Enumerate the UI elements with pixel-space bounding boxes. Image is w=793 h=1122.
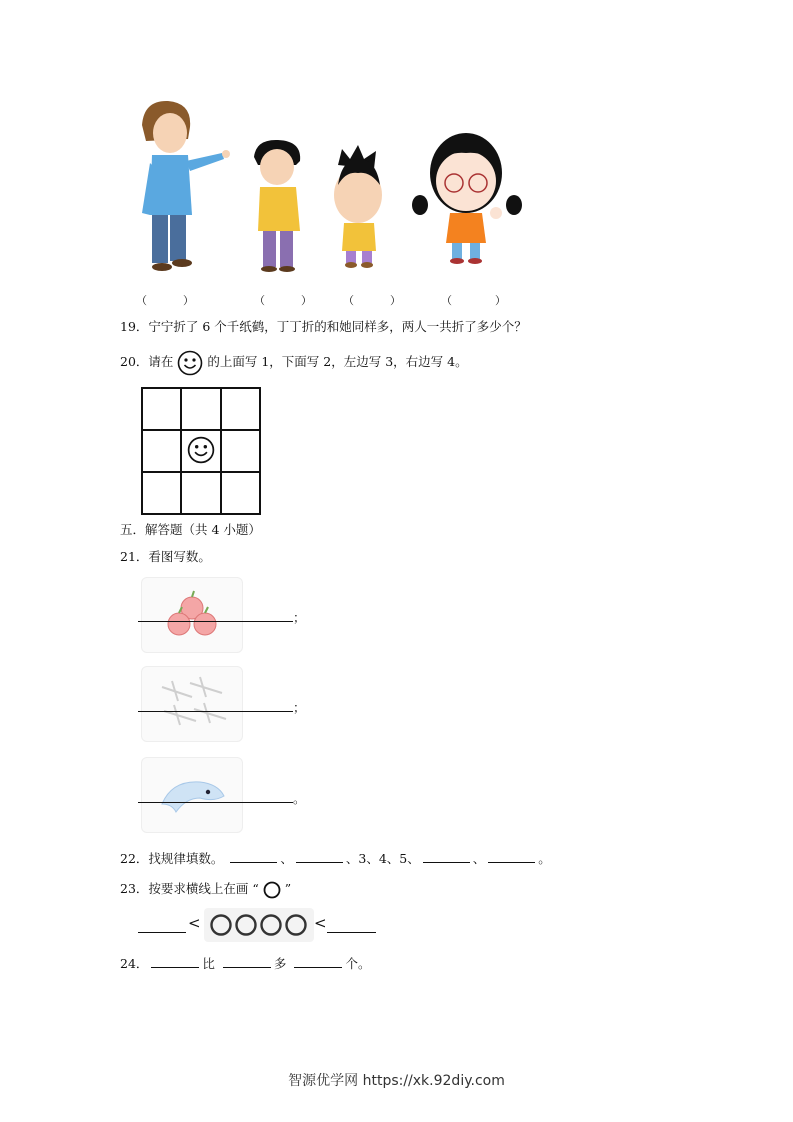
q24-blank-3[interactable] — [294, 955, 342, 968]
paren-close-2: ） — [301, 294, 312, 307]
punct-apples: ； — [293, 610, 306, 625]
dolphin-icon — [142, 758, 242, 832]
paren-close-3: ） — [390, 294, 401, 307]
footer-watermark: 智源优学网 https://xk.92diy.com — [288, 1073, 505, 1089]
question-20 — [120, 352, 468, 370]
question-21: 21．看图写数。 — [120, 549, 211, 564]
position-grid — [141, 387, 261, 515]
q22-middle: 、3、4、5、 — [345, 851, 420, 866]
question-19: 19．宁宁折了 6 个千纸鹤，丁丁折的和她同样多，两人一共折了多少个？ — [120, 319, 527, 334]
grid-cell-right[interactable] — [221, 430, 260, 472]
q23-less-than-1: < — [188, 914, 201, 932]
q22-end: 。 — [538, 851, 551, 866]
planes-picture — [141, 666, 243, 742]
grid-cell-top[interactable] — [181, 388, 222, 430]
boy-yellow-figure — [254, 140, 300, 272]
grid-cell-top-right[interactable] — [221, 388, 260, 430]
q22-blank-2[interactable] — [296, 850, 343, 863]
punct-planes: ； — [293, 700, 306, 715]
question-23 — [120, 879, 291, 897]
figures-illustration — [130, 95, 530, 290]
teacher-figure — [142, 101, 230, 271]
grid-cell-bottom[interactable] — [181, 472, 222, 514]
paren-open-3: （ — [343, 294, 354, 307]
q23-suffix: ” — [284, 881, 292, 896]
smiley-icon — [177, 350, 203, 376]
paren-close-1: ） — [183, 294, 194, 307]
q20-suffix: 的上面写 1，下面写 2，左边写 3，右边写 4。 — [207, 354, 468, 369]
plane-icon — [142, 667, 242, 741]
q22-blank-1[interactable] — [230, 850, 277, 863]
q22-sep-2: 、 — [472, 851, 486, 866]
grid-cell-bottom-right[interactable] — [221, 472, 260, 514]
question-22 — [120, 849, 551, 867]
paren-open-4: （ — [441, 294, 452, 307]
grid-cell-center — [181, 430, 222, 472]
q24-blank-2[interactable] — [223, 955, 271, 968]
q20-prefix: 20．请在 — [120, 354, 174, 369]
smiley-icon — [187, 436, 215, 464]
apple-icon — [142, 578, 242, 652]
circle-icon — [263, 881, 281, 899]
q24-number: 24． — [120, 956, 149, 971]
paren-open-1: （ — [136, 294, 147, 307]
q22-sep-1: 、 — [280, 851, 293, 866]
q24-blank-1[interactable] — [151, 955, 199, 968]
punct-dolphin: 。 — [293, 791, 306, 806]
grid-cell-bottom-left[interactable] — [142, 472, 181, 514]
question-24 — [120, 954, 370, 972]
q24-word-2: 多 — [273, 956, 287, 971]
answer-line-planes[interactable] — [138, 711, 293, 712]
girl-glasses-figure — [412, 133, 522, 264]
q22-prefix: 22．找规律填数。 — [120, 851, 224, 866]
small-boy-figure — [334, 145, 382, 268]
answer-line-apples[interactable] — [138, 621, 293, 622]
q23-blank-right[interactable] — [327, 932, 376, 933]
section-5-heading: 五．解答题（共 4 小题） — [120, 522, 261, 537]
q23-blank-left[interactable] — [138, 932, 186, 933]
q23-less-than-2: < — [314, 914, 327, 932]
q22-blank-4[interactable] — [488, 850, 535, 863]
four-circles-group — [204, 908, 314, 942]
q24-word-1: 比 — [202, 956, 215, 971]
apples-picture — [141, 577, 243, 653]
grid-cell-left[interactable] — [142, 430, 181, 472]
q24-word-3: 个。 — [345, 956, 371, 971]
paren-open-2: （ — [254, 294, 265, 307]
q22-blank-3[interactable] — [423, 850, 470, 863]
q23-prefix: 23．按要求横线上在画 “ — [120, 881, 259, 896]
dolphin-picture — [141, 757, 243, 833]
paren-close-4: ） — [495, 294, 506, 307]
answer-line-dolphin[interactable] — [138, 802, 293, 803]
grid-cell-top-left[interactable] — [142, 388, 181, 430]
